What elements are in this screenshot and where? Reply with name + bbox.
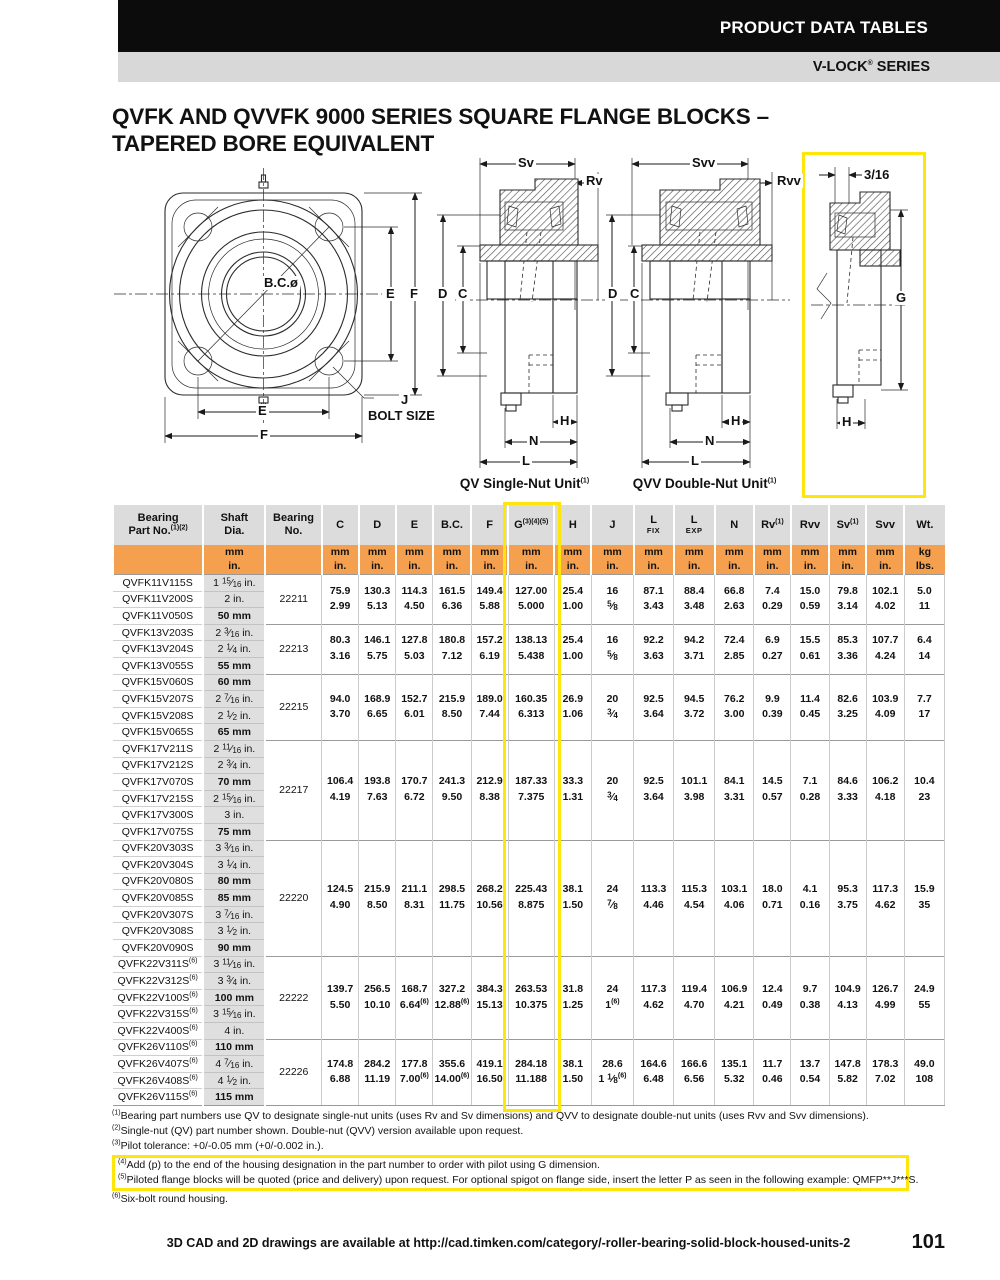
- table-row: [113, 740, 945, 757]
- shaft-diameter-cell: 2 $^1⁄_2$ in.: [203, 707, 265, 724]
- shaft-diameter-cell: 50 mm: [203, 608, 265, 625]
- value-cell-lexp: 94.2 3.71: [674, 624, 715, 674]
- label-dim-n-qvv: N: [705, 433, 715, 448]
- value-cell-lexp: 166.6 6.56: [674, 1039, 715, 1105]
- value-cell-c: 174.8 6.88: [322, 1039, 359, 1105]
- part-number-cell: $QVFK26V115S^{(6)}$: [113, 1089, 203, 1106]
- value-cell-bc: 180.8 7.12: [433, 624, 471, 674]
- table-units-row: [113, 545, 945, 575]
- value-cell-e: 152.7 6.01: [396, 674, 433, 740]
- shaft-diameter-cell: 110 mm: [203, 1039, 265, 1056]
- bearing-number-cell: 22226: [265, 1039, 321, 1105]
- value-cell-c: 75.9 2.99: [322, 575, 359, 625]
- shaft-diameter-cell: 55 mm: [203, 657, 265, 674]
- value-cell-rvv: 15.0 0.59: [791, 575, 829, 625]
- col-units-d: mm in.: [359, 545, 396, 575]
- value-cell-rvv: 11.4 0.45: [791, 674, 829, 740]
- col-units-rvv: mm in.: [791, 545, 829, 575]
- value-cell-bc: 298.5 11.75: [433, 840, 471, 956]
- bearing-number-cell: 22213: [265, 624, 321, 674]
- col-header-rv: Rv$^{(1)}$: [754, 505, 791, 545]
- value-cell-rv: 7.4 0.29: [754, 575, 791, 625]
- value-cell-h: 25.4 1.00: [554, 575, 591, 625]
- part-number-cell: QVFK13V203S: [113, 624, 203, 641]
- bearing-number-cell: 22220: [265, 840, 321, 956]
- value-cell-c: 94.0 3.70: [322, 674, 359, 740]
- part-number-cell: QVFK20V304S: [113, 857, 203, 874]
- table-row: [113, 674, 945, 691]
- value-cell-g: 225.43 8.875: [508, 840, 554, 956]
- label-dim-n-qv: N: [529, 433, 539, 448]
- col-header-f: F: [471, 505, 508, 545]
- value-cell-wt: 6.4 14: [904, 624, 944, 674]
- qvv-double-nut-drawing: [600, 150, 795, 480]
- value-cell-lexp: 119.4 4.70: [674, 956, 715, 1039]
- shaft-diameter-cell: 2 $^{15}⁄_{16}$ in.: [203, 790, 265, 807]
- value-cell-g: 284.18 11.188: [508, 1039, 554, 1105]
- table-row: [113, 956, 945, 973]
- value-cell-h: 26.9 1.06: [554, 674, 591, 740]
- value-cell-d: 130.3 5.13: [359, 575, 396, 625]
- part-number-cell: $QVFK22V311S^{(6)}$: [113, 956, 203, 973]
- part-number-cell: QVFK11V115S: [113, 575, 203, 592]
- value-cell-rv: 6.9 0.27: [754, 624, 791, 674]
- bearing-number-cell: 22217: [265, 740, 321, 840]
- value-cell-wt: 15.9 35: [904, 840, 944, 956]
- shaft-diameter-cell: 80 mm: [203, 873, 265, 890]
- product-data-table: [112, 505, 945, 1106]
- label-dim-f-horizontal: F: [260, 427, 268, 442]
- value-cell-e: 170.7 6.72: [396, 740, 433, 840]
- value-cell-e: 177.8 7.00$^{(6)}$: [396, 1039, 433, 1105]
- value-cell-j: 20 $^3⁄_4$: [591, 740, 633, 840]
- value-cell-j: 24 1$^{(6)}$: [591, 956, 633, 1039]
- value-cell-rvv: 13.7 0.54: [791, 1039, 829, 1105]
- value-cell-lfix: 87.1 3.43: [634, 575, 674, 625]
- footnote: $^{(5)}$Piloted flange blocks will be quoted (price and delivery) upon request. For optional spigot on flange side, insert the letter P as seen in the following example: QMFP**J***S.: [118, 1173, 919, 1186]
- value-cell-h: 25.4 1.00: [554, 624, 591, 674]
- value-cell-f: 157.2 6.19: [471, 624, 508, 674]
- value-cell-n: 72.4 2.85: [715, 624, 754, 674]
- part-number-cell: QVFK13V204S: [113, 641, 203, 658]
- col-units-part: [113, 545, 203, 575]
- value-cell-wt: 7.7 17: [904, 674, 944, 740]
- value-cell-n: 76.2 3.00: [715, 674, 754, 740]
- shaft-diameter-cell: 2 $^1⁄_4$ in.: [203, 641, 265, 658]
- label-dim-h-qvv: H: [731, 413, 741, 428]
- qvv-unit-caption: QVV Double-Nut Unit$^{(1)}$: [632, 476, 777, 491]
- value-cell-f: 419.1 16.50: [471, 1039, 508, 1105]
- product-data-tables-banner: PRODUCT DATA TABLES: [118, 0, 1000, 52]
- col-units-svv: mm in.: [866, 545, 904, 575]
- value-cell-wt: 24.9 55: [904, 956, 944, 1039]
- value-cell-rv: 9.9 0.39: [754, 674, 791, 740]
- table-row: [113, 624, 945, 641]
- col-header-j: J: [591, 505, 633, 545]
- table-header-row: [113, 505, 945, 545]
- part-number-cell: QVFK20V303S: [113, 840, 203, 857]
- shaft-diameter-cell: 4 $^7⁄_{16}$ in.: [203, 1056, 265, 1073]
- value-cell-h: 38.1 1.50: [554, 1039, 591, 1105]
- label-dim-h-qv: H: [560, 413, 570, 428]
- page-title-line2: TAPERED BORE EQUIVALENT: [112, 131, 435, 156]
- value-cell-lfix: 92.2 3.63: [634, 624, 674, 674]
- col-units-j: mm in.: [591, 545, 633, 575]
- part-number-cell: QVFK17V300S: [113, 807, 203, 824]
- value-cell-h: 38.1 1.50: [554, 840, 591, 956]
- shaft-diameter-cell: 3 $^{15}⁄_{16}$ in.: [203, 1006, 265, 1023]
- shaft-diameter-cell: 2 $^3⁄_4$ in.: [203, 757, 265, 774]
- cad-availability-note: 3D CAD and 2D drawings are available at http://cad.timken.com/category/-roller-bearing-solid-block-housed-units-2: [166, 1236, 851, 1250]
- shaft-diameter-cell: 85 mm: [203, 890, 265, 907]
- value-cell-g: 187.33 7.375: [508, 740, 554, 840]
- value-cell-rv: 11.7 0.46: [754, 1039, 791, 1105]
- value-cell-lexp: 115.3 4.54: [674, 840, 715, 956]
- col-units-bc: mm in.: [433, 545, 471, 575]
- label-bolt-size: BOLT SIZE: [368, 408, 435, 423]
- col-header-part: Bearing Part No.$^{(1)(2)}$: [113, 505, 203, 545]
- value-cell-lfix: 117.3 4.62: [634, 956, 674, 1039]
- part-number-cell: QVFK11V050S: [113, 608, 203, 625]
- col-units-rv: mm in.: [754, 545, 791, 575]
- part-number-cell: $QVFK22V312S^{(6)}$: [113, 973, 203, 990]
- label-dim-c-qv: C: [458, 286, 468, 301]
- footnote: $^{(3)}$Pilot tolerance: +0/-0.05 mm (+0/-0.002 in.).: [112, 1139, 324, 1152]
- label-dim-rvv: Rvv: [777, 173, 801, 188]
- value-cell-c: 124.5 4.90: [322, 840, 359, 956]
- value-cell-bc: 355.6 14.00$^{(6)}$: [433, 1039, 471, 1105]
- label-dim-sv: Sv: [518, 155, 534, 170]
- label-dim-three-sixteenths: 3/16: [864, 167, 890, 182]
- shaft-diameter-cell: 2 $^7⁄_{16}$ in.: [203, 691, 265, 708]
- col-header-svv: Svv: [866, 505, 904, 545]
- col-units-sv: mm in.: [829, 545, 866, 575]
- value-cell-svv: 107.7 4.24: [866, 624, 904, 674]
- shaft-diameter-cell: 4 $^1⁄_2$ in.: [203, 1072, 265, 1089]
- page-number: 101: [911, 1231, 945, 1253]
- col-header-brg: Bearing No.: [265, 505, 321, 545]
- part-number-cell: QVFK15V208S: [113, 707, 203, 724]
- value-cell-e: 127.8 5.03: [396, 624, 433, 674]
- value-cell-sv: 104.9 4.13: [829, 956, 866, 1039]
- table-row: [113, 575, 945, 592]
- value-cell-rvv: 9.7 0.38: [791, 956, 829, 1039]
- value-cell-lfix: 113.3 4.46: [634, 840, 674, 956]
- part-number-cell: $QVFK22V100S^{(6)}$: [113, 989, 203, 1006]
- value-cell-n: 84.1 3.31: [715, 740, 754, 840]
- shaft-diameter-cell: 65 mm: [203, 724, 265, 741]
- value-cell-g: 160.35 6.313: [508, 674, 554, 740]
- value-cell-f: 384.3 15.13: [471, 956, 508, 1039]
- value-cell-sv: 82.6 3.25: [829, 674, 866, 740]
- shaft-diameter-cell: 2 in.: [203, 591, 265, 608]
- value-cell-c: 139.7 5.50: [322, 956, 359, 1039]
- bearing-number-cell: 22211: [265, 575, 321, 625]
- footnote: $^{(6)}$Six-bolt round housing.: [112, 1192, 228, 1205]
- value-cell-sv: 95.3 3.75: [829, 840, 866, 956]
- value-cell-lfix: 92.5 3.64: [634, 740, 674, 840]
- value-cell-sv: 79.8 3.14: [829, 575, 866, 625]
- shaft-diameter-cell: 4 in.: [203, 1023, 265, 1040]
- shaft-diameter-cell: 70 mm: [203, 774, 265, 791]
- table-row: [113, 1039, 945, 1056]
- part-number-cell: QVFK17V211S: [113, 740, 203, 757]
- value-cell-f: 212.9 8.38: [471, 740, 508, 840]
- shaft-diameter-cell: 3 $^1⁄_2$ in.: [203, 923, 265, 940]
- page-title: [112, 103, 769, 157]
- shaft-diameter-cell: 75 mm: [203, 823, 265, 840]
- value-cell-sv: 84.6 3.33: [829, 740, 866, 840]
- shaft-diameter-cell: 2 $^3⁄_{16}$ in.: [203, 624, 265, 641]
- shaft-diameter-cell: 3 in.: [203, 807, 265, 824]
- part-number-cell: QVFK20V307S: [113, 906, 203, 923]
- page-footer: [112, 1231, 945, 1253]
- col-header-c: C: [322, 505, 359, 545]
- value-cell-bc: 241.3 9.50: [433, 740, 471, 840]
- footnotes: [112, 1109, 928, 1206]
- value-cell-j: 16 $^5⁄_8$: [591, 575, 633, 625]
- part-number-cell: QVFK13V055S: [113, 657, 203, 674]
- part-number-cell: QVFK20V308S: [113, 923, 203, 940]
- part-number-cell: QVFK17V212S: [113, 757, 203, 774]
- value-cell-j: 28.6 1 $^1⁄_8^{(6)}$: [591, 1039, 633, 1105]
- value-cell-c: 80.3 3.16: [322, 624, 359, 674]
- value-cell-svv: 126.7 4.99: [866, 956, 904, 1039]
- label-dim-e-vertical: E: [386, 286, 395, 301]
- value-cell-bc: 215.9 8.50: [433, 674, 471, 740]
- col-header-lfix: L FIX: [634, 505, 674, 545]
- value-cell-e: 168.7 6.64$^{(6)}$: [396, 956, 433, 1039]
- label-dim-d-qvv: D: [608, 286, 618, 301]
- part-number-cell: QVFK15V060S: [113, 674, 203, 691]
- value-cell-d: 168.9 6.65: [359, 674, 396, 740]
- value-cell-j: 20 $^3⁄_4$: [591, 674, 633, 740]
- value-cell-lexp: 88.4 3.48: [674, 575, 715, 625]
- part-number-cell: QVFK20V085S: [113, 890, 203, 907]
- footnote: $^{(1)}$Bearing part numbers use QV to designate single-nut units (uses Rv and Sv dimensions) and QVV to designate double-nut units (uses Rvv and Svv dimensions).: [112, 1109, 869, 1122]
- col-header-shaft: Shaft Dia.: [203, 505, 265, 545]
- value-cell-bc: 161.5 6.36: [433, 575, 471, 625]
- shaft-diameter-cell: 90 mm: [203, 940, 265, 957]
- col-header-d: D: [359, 505, 396, 545]
- part-number-cell: $QVFK22V315S^{(6)}$: [113, 1006, 203, 1023]
- col-units-c: mm in.: [322, 545, 359, 575]
- label-dim-g: G: [896, 290, 907, 305]
- shaft-diameter-cell: 3 $^7⁄_{16}$ in.: [203, 906, 265, 923]
- value-cell-n: 135.1 5.32: [715, 1039, 754, 1105]
- col-units-g: mm in.: [508, 545, 554, 575]
- col-header-bc: B.C.: [433, 505, 471, 545]
- value-cell-f: 268.2 10.56: [471, 840, 508, 956]
- value-cell-j: 24 $^7⁄_8$: [591, 840, 633, 956]
- part-number-cell: $QVFK26V407S^{(6)}$: [113, 1056, 203, 1073]
- table-row: [113, 840, 945, 857]
- col-header-lexp: L EXP: [674, 505, 715, 545]
- col-header-sv: Sv$^{(1)}$: [829, 505, 866, 545]
- page-title-line1: QVFK AND QVVFK 9000 SERIES SQUARE FLANGE BLOCKS –: [112, 104, 769, 129]
- bearing-number-cell: 22215: [265, 674, 321, 740]
- part-number-cell: $QVFK22V400S^{(6)}$: [113, 1023, 203, 1040]
- value-cell-n: 103.1 4.06: [715, 840, 754, 956]
- value-cell-rv: 12.4 0.49: [754, 956, 791, 1039]
- footnote: $^{(2)}$Single-nut (QV) part number shown. Double-nut (QVV) version available upon request.: [112, 1124, 524, 1137]
- value-cell-wt: 5.0 11: [904, 575, 944, 625]
- value-cell-d: 146.1 5.75: [359, 624, 396, 674]
- footnote-highlight-box: [112, 1155, 919, 1191]
- value-cell-d: 256.5 10.10: [359, 956, 396, 1039]
- value-cell-d: 193.8 7.63: [359, 740, 396, 840]
- value-cell-rvv: 15.5 0.61: [791, 624, 829, 674]
- shaft-diameter-cell: 60 mm: [203, 674, 265, 691]
- pilot-unit-drawing: [805, 155, 915, 485]
- col-units-f: mm in.: [471, 545, 508, 575]
- value-cell-bc: 327.2 12.88$^{(6)}$: [433, 956, 471, 1039]
- value-cell-d: 284.2 11.19: [359, 1039, 396, 1105]
- part-number-cell: QVFK20V090S: [113, 940, 203, 957]
- col-header-h: H: [554, 505, 591, 545]
- value-cell-g: 127.00 5.000: [508, 575, 554, 625]
- value-cell-svv: 102.1 4.02: [866, 575, 904, 625]
- value-cell-lfix: 164.6 6.48: [634, 1039, 674, 1105]
- value-cell-g: 263.53 10.375: [508, 956, 554, 1039]
- part-number-cell: QVFK11V200S: [113, 591, 203, 608]
- col-units-lfix: mm in.: [634, 545, 674, 575]
- value-cell-svv: 106.2 4.18: [866, 740, 904, 840]
- shaft-diameter-cell: 3 $^3⁄_4$ in.: [203, 973, 265, 990]
- col-header-rvv: Rvv: [791, 505, 829, 545]
- col-units-n: mm in.: [715, 545, 754, 575]
- footnote: $^{(4)}$Add (p) to the end of the housing designation in the part number to order with pilot using G dimension.: [118, 1158, 600, 1171]
- value-cell-sv: 147.8 5.82: [829, 1039, 866, 1105]
- value-cell-n: 106.9 4.21: [715, 956, 754, 1039]
- col-units-h: mm in.: [554, 545, 591, 575]
- value-cell-rv: 14.5 0.57: [754, 740, 791, 840]
- series-banner: V-LOCK® SERIES: [118, 52, 1000, 82]
- label-dim-l-qv: L: [522, 453, 530, 468]
- part-number-cell: $QVFK26V110S^{(6)}$: [113, 1039, 203, 1056]
- label-dim-c-qvv: C: [630, 286, 640, 301]
- value-cell-rvv: 7.1 0.28: [791, 740, 829, 840]
- part-number-cell: QVFK20V080S: [113, 873, 203, 890]
- col-header-wt: Wt.: [904, 505, 944, 545]
- value-cell-f: 149.4 5.88: [471, 575, 508, 625]
- col-units-e: mm in.: [396, 545, 433, 575]
- shaft-diameter-cell: 115 mm: [203, 1089, 265, 1106]
- value-cell-h: 33.3 1.31: [554, 740, 591, 840]
- shaft-diameter-cell: 3 $^{11}⁄_{16}$ in.: [203, 956, 265, 973]
- col-units-lexp: mm in.: [674, 545, 715, 575]
- label-dim-e-horizontal: E: [258, 403, 267, 418]
- label-dim-f-vertical: F: [410, 286, 418, 301]
- shaft-diameter-cell: 3 $^3⁄_{16}$ in.: [203, 840, 265, 857]
- qv-single-nut-drawing: [425, 150, 610, 480]
- value-cell-svv: 178.3 7.02: [866, 1039, 904, 1105]
- label-dim-h-pilot: H: [842, 414, 852, 429]
- col-header-g: $G^{(3)(4)(5)}$: [508, 505, 554, 545]
- shaft-diameter-cell: 1 $^{15}⁄_{16}$ in.: [203, 575, 265, 592]
- value-cell-wt: 49.0 108: [904, 1039, 944, 1105]
- value-cell-rvv: 4.1 0.16: [791, 840, 829, 956]
- label-dim-svv: Svv: [692, 155, 716, 170]
- value-cell-sv: 85.3 3.36: [829, 624, 866, 674]
- shaft-diameter-cell: 100 mm: [203, 989, 265, 1006]
- shaft-diameter-cell: 3 $^1⁄_4$ in.: [203, 857, 265, 874]
- value-cell-n: 66.8 2.63: [715, 575, 754, 625]
- part-number-cell: QVFK15V065S: [113, 724, 203, 741]
- label-bc-diameter: B.C.ø: [264, 275, 298, 290]
- value-cell-svv: 103.9 4.09: [866, 674, 904, 740]
- value-cell-lfix: 92.5 3.64: [634, 674, 674, 740]
- value-cell-wt: 10.4 23: [904, 740, 944, 840]
- value-cell-d: 215.9 8.50: [359, 840, 396, 956]
- bearing-number-cell: 22222: [265, 956, 321, 1039]
- value-cell-g: 138.13 5.438: [508, 624, 554, 674]
- part-number-cell: QVFK17V070S: [113, 774, 203, 791]
- value-cell-lexp: 101.1 3.98: [674, 740, 715, 840]
- value-cell-e: 211.1 8.31: [396, 840, 433, 956]
- value-cell-h: 31.8 1.25: [554, 956, 591, 1039]
- col-units-wt: kg lbs.: [904, 545, 944, 575]
- label-dim-rv: Rv: [586, 173, 603, 188]
- part-number-cell: $QVFK26V408S^{(6)}$: [113, 1072, 203, 1089]
- qv-unit-caption: QV Single-Nut Unit$^{(1)}$: [459, 476, 590, 491]
- part-number-cell: QVFK17V215S: [113, 790, 203, 807]
- label-dim-j: J: [401, 392, 409, 407]
- part-number-cell: QVFK17V075S: [113, 823, 203, 840]
- label-dim-l-qvv: L: [691, 453, 699, 468]
- part-number-cell: QVFK15V207S: [113, 691, 203, 708]
- value-cell-e: 114.3 4.50: [396, 575, 433, 625]
- col-header-n: N: [715, 505, 754, 545]
- col-units-shaft: mm in.: [203, 545, 265, 575]
- value-cell-f: 189.0 7.44: [471, 674, 508, 740]
- col-header-e: E: [396, 505, 433, 545]
- value-cell-svv: 117.3 4.62: [866, 840, 904, 956]
- value-cell-j: 16 $^5⁄_8$: [591, 624, 633, 674]
- shaft-diameter-cell: 2 $^{11}⁄_{16}$ in.: [203, 740, 265, 757]
- value-cell-rv: 18.0 0.71: [754, 840, 791, 956]
- value-cell-c: 106.4 4.19: [322, 740, 359, 840]
- value-cell-lexp: 94.5 3.72: [674, 674, 715, 740]
- label-dim-d-qv: D: [438, 286, 448, 301]
- col-units-brg: [265, 545, 321, 575]
